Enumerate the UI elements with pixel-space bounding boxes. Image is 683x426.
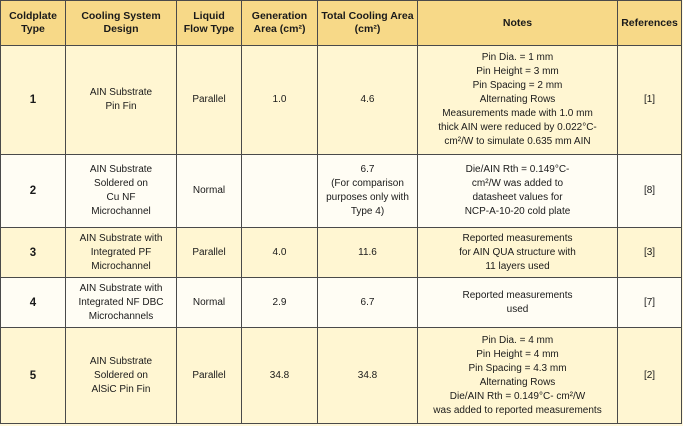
cell-notes-line: was added to reported measurements bbox=[433, 404, 602, 416]
cell-cooling-system-design-line: AlSiC Pin Fin bbox=[91, 383, 151, 395]
cell-total-cooling-area bbox=[318, 328, 418, 424]
cell-notes-line: Die/AIN Rth = 0.149°C- cm²/W bbox=[449, 390, 586, 402]
cell-notes bbox=[418, 328, 618, 424]
cell-cooling-system-design bbox=[66, 227, 177, 277]
cell-generation-area: 2.9 bbox=[242, 278, 318, 328]
cell-total-cooling-area-line: 6.7 bbox=[360, 296, 375, 308]
cell-total-cooling-area bbox=[318, 154, 418, 227]
cell-references: [8] bbox=[618, 154, 682, 227]
cell-cooling-system-design-line: Cu NF bbox=[106, 191, 136, 203]
cell-notes-line: Die/AIN Rth = 0.149°C- bbox=[465, 163, 570, 175]
cell-notes-line: Reported measurements bbox=[462, 232, 573, 244]
cell-coldplate-type: 5 bbox=[1, 328, 66, 424]
cell-cooling-system-design-line: Integrated PF bbox=[90, 246, 152, 258]
cell-notes-line: cm²/W was added to bbox=[471, 177, 564, 189]
cell-total-cooling-area-line: purposes only with bbox=[326, 191, 409, 203]
cell-cooling-system-design bbox=[66, 154, 177, 227]
cell-liquid-flow-type: Normal bbox=[177, 154, 242, 227]
table-row bbox=[1, 46, 682, 155]
cell-generation-area: 34.8 bbox=[242, 328, 318, 424]
cell-cooling-system-design-line: Integrated NF DBC bbox=[78, 296, 164, 308]
cell-cooling-system-design-line: AIN Substrate bbox=[89, 86, 153, 98]
cell-cooling-system-design bbox=[66, 328, 177, 424]
cell-total-cooling-area-line: 34.8 bbox=[357, 369, 378, 381]
table-row bbox=[1, 328, 682, 424]
cell-references: [3] bbox=[618, 227, 682, 277]
cell-coldplate-type: 4 bbox=[1, 278, 66, 328]
cell-notes-line: Pin Spacing = 4.3 mm bbox=[468, 362, 567, 374]
cell-notes-line: cm²/W to simulate 0.635 mm AIN bbox=[444, 135, 591, 147]
cell-notes bbox=[418, 278, 618, 328]
cell-notes-line: Pin Height = 3 mm bbox=[476, 65, 559, 77]
cell-notes-line: Pin Height = 4 mm bbox=[476, 348, 559, 360]
cell-notes-line: 11 layers used bbox=[485, 260, 550, 272]
table-row bbox=[1, 227, 682, 277]
cell-cooling-system-design-line: Microchannel bbox=[91, 260, 151, 272]
header-generation-area: Generation Area (cm²) bbox=[242, 1, 318, 46]
cell-cooling-system-design-line: AIN Substrate bbox=[89, 355, 153, 367]
header-row bbox=[1, 1, 682, 46]
cell-generation-area: 4.0 bbox=[242, 227, 318, 277]
cell-cooling-system-design-line: Soldered on bbox=[94, 369, 148, 381]
cell-generation-area bbox=[242, 154, 318, 227]
cell-notes-line: Alternating Rows bbox=[479, 376, 556, 388]
cell-total-cooling-area bbox=[318, 278, 418, 328]
cell-references: [2] bbox=[618, 328, 682, 424]
cell-cooling-system-design-line: AIN Substrate bbox=[89, 163, 153, 175]
cell-references: [7] bbox=[618, 278, 682, 328]
cell-cooling-system-design-line: Soldered on bbox=[94, 177, 148, 189]
cell-cooling-system-design-line: AIN Substrate with bbox=[79, 232, 163, 244]
header-cooling-system-design: Cooling System Design bbox=[66, 1, 177, 46]
table-row bbox=[1, 278, 682, 328]
cell-coldplate-type: 3 bbox=[1, 227, 66, 277]
header-coldplate-type: Coldplate Type bbox=[1, 1, 66, 46]
cell-notes-line: thick AIN were reduced by 0.022°C- bbox=[438, 121, 597, 133]
cell-coldplate-type: 1 bbox=[1, 46, 66, 155]
cell-notes-line: Pin Dia. = 1 mm bbox=[481, 51, 554, 63]
cell-notes-line: Reported measurements bbox=[462, 289, 573, 301]
cell-notes bbox=[418, 46, 618, 155]
header-notes: Notes bbox=[418, 1, 618, 46]
cell-notes bbox=[418, 227, 618, 277]
cell-cooling-system-design bbox=[66, 278, 177, 328]
cell-total-cooling-area bbox=[318, 46, 418, 155]
cell-total-cooling-area-line: 6.7 bbox=[360, 163, 375, 175]
cell-total-cooling-area-line: (For comparison bbox=[331, 177, 404, 189]
header-references: References bbox=[618, 1, 682, 46]
cell-notes-line: NCP-A-10-20 cold plate bbox=[464, 205, 571, 217]
cell-notes-line: Alternating Rows bbox=[479, 93, 556, 105]
cell-liquid-flow-type: Normal bbox=[177, 278, 242, 328]
cell-notes-line: Pin Spacing = 2 mm bbox=[472, 79, 563, 91]
cell-liquid-flow-type: Parallel bbox=[177, 46, 242, 155]
cell-references: [1] bbox=[618, 46, 682, 155]
cell-cooling-system-design bbox=[66, 46, 177, 155]
cell-notes-line: datasheet values for bbox=[472, 191, 563, 203]
header-total-cooling-area: Total Cooling Area (cm²) bbox=[318, 1, 418, 46]
cell-total-cooling-area bbox=[318, 227, 418, 277]
cell-total-cooling-area-line: 11.6 bbox=[358, 246, 377, 258]
cell-total-cooling-area-line: Type 4) bbox=[350, 205, 385, 217]
cell-notes-line: for AIN QUA structure with bbox=[459, 246, 576, 258]
cell-notes-line: Measurements made with 1.0 mm bbox=[442, 107, 593, 119]
cell-liquid-flow-type: Parallel bbox=[177, 328, 242, 424]
cell-generation-area: 1.0 bbox=[242, 46, 318, 155]
cell-liquid-flow-type: Parallel bbox=[177, 227, 242, 277]
cell-cooling-system-design-line: Microchannel bbox=[91, 205, 151, 217]
cell-cooling-system-design-line: Pin Fin bbox=[105, 100, 137, 112]
cell-cooling-system-design-line: Microchannels bbox=[88, 310, 154, 322]
cell-cooling-system-design-line: AIN Substrate with bbox=[79, 282, 163, 294]
header-liquid-flow-type: Liquid Flow Type bbox=[177, 1, 242, 46]
cell-coldplate-type: 2 bbox=[1, 154, 66, 227]
cell-notes-line: used bbox=[506, 303, 529, 315]
cell-notes-line: Pin Dia. = 4 mm bbox=[481, 334, 554, 346]
cell-total-cooling-area-line: 4.6 bbox=[360, 93, 375, 105]
table-row bbox=[1, 154, 682, 227]
cell-notes bbox=[418, 154, 618, 227]
